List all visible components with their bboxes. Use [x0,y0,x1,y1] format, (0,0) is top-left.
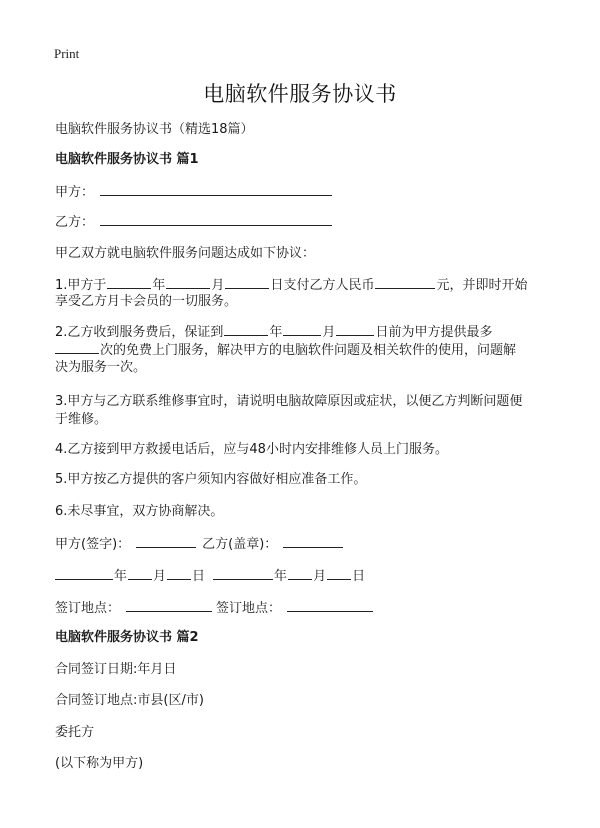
party-a-signature-label: 甲方(签字)： [55,537,131,552]
clause-3-line-2: 于维修。 [55,412,108,427]
signature-date-row [55,567,365,585]
times-blank [55,341,99,354]
day-label: 日 [352,569,366,584]
client-note: (以下称为甲方) [55,756,144,771]
signing-place-b-blank [287,599,373,612]
party-a-label: 甲方： [55,185,95,200]
month-blank [128,567,152,580]
clause-4: 4.乙方接到甲方救援电话后，应与48小时内安排维修人员上门服务。 [55,442,448,457]
clause-5: 5.甲方按乙方提供的客户须知内容做好相应准备工作。 [55,472,367,487]
contract-place: 合同签订地点:市县(区/市) [55,693,204,708]
month-blank [166,276,210,289]
clause-1-text: 1.甲方于 [55,278,107,293]
party-b-label: 乙方： [55,215,95,230]
year-blank [213,567,273,580]
signing-place-b-label: 签订地点： [216,601,282,616]
year-blank [107,276,151,289]
party-b-blank [100,213,332,226]
month-blank [283,323,321,336]
signing-place-a-label: 签订地点： [55,601,121,616]
month-label: 月 [313,569,327,584]
day-blank [327,567,351,580]
clause-2-line-3: 决为服务一次。 [55,360,147,375]
clause-1-text-3: 元，并即时开始 [436,278,528,293]
section2-heading: 电脑软件服务协议书 篇2 [55,630,199,645]
year-blank [55,567,113,580]
clause-1 [55,276,527,294]
month-blank [288,567,312,580]
amount-blank [375,276,435,289]
clause-2-text-3: 次的免费上门服务，解决甲方的电脑软件问题及相关软件的使用，问题解 [100,343,517,358]
document-subtitle: 电脑软件服务协议书（精选18篇） [55,122,254,137]
day-blank [167,567,191,580]
party-a-signature-blank [136,535,196,548]
month-label: 月 [211,278,225,293]
signature-row [55,535,344,553]
agreement-intro: 甲乙双方就电脑软件服务问题达成如下协议： [55,246,316,261]
clause-2-text-2: 日前为甲方提供最多 [375,325,493,340]
clause-2-text: 2.乙方收到服务费后，保证到 [55,325,224,340]
clause-1-line-2: 享受乙方月卡会员的一切服务。 [55,294,238,309]
contract-date: 合同签订日期:年月日 [55,662,177,677]
year-label: 年 [114,569,128,584]
year-blank [224,323,268,336]
section1-heading: 电脑软件服务协议书 篇1 [55,152,199,167]
clause-1-text-2: 日支付乙方人民币 [270,278,375,293]
signing-place-a-blank [126,599,212,612]
print-link[interactable]: Print [54,46,80,61]
year-label: 年 [269,325,283,340]
day-blank [336,323,374,336]
party-b-seal-label: 乙方(盖章)： [202,537,278,552]
day-label: 日 [192,569,206,584]
party-a-row [55,183,333,201]
clause-3: 3.甲方与乙方联系维修事宜时，请说明电脑故障原因或症状，以便乙方判断问题便 [55,394,523,409]
signing-place-row [55,599,374,617]
document-title: 电脑软件服务协议书 [203,82,397,106]
month-label: 月 [322,325,336,340]
clause-6: 6.未尽事宜，双方协商解决。 [55,504,224,519]
clause-2-line-2 [55,341,516,359]
year-label: 年 [274,569,288,584]
month-label: 月 [153,569,167,584]
year-label: 年 [152,278,166,293]
client-label: 委托方 [55,725,95,740]
party-a-blank [100,183,332,196]
party-b-seal-blank [283,535,343,548]
party-b-row [55,213,333,231]
clause-2 [55,323,492,341]
day-blank [225,276,269,289]
